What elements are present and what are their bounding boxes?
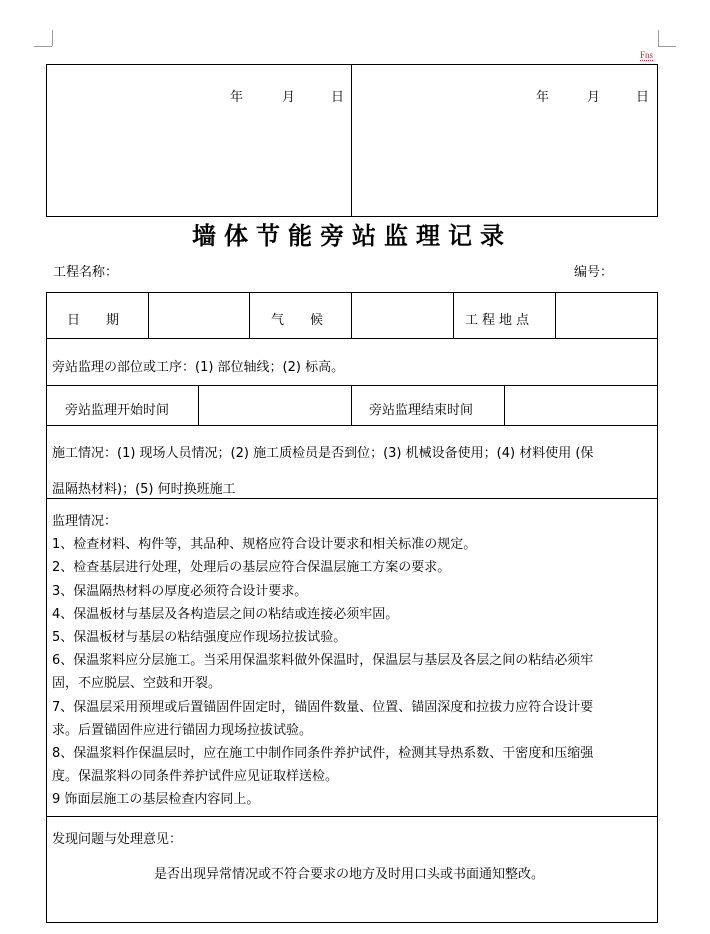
top-signature-table bbox=[46, 64, 658, 217]
left-day-label: 日 bbox=[331, 90, 345, 105]
supervision-line: 9 饰面层施工の基层检查内容同上。 bbox=[52, 792, 260, 808]
end-time-label: 旁站监理结束时间 bbox=[369, 403, 474, 418]
construction-line: 施工情况：(1) 现场人员情况；(2) 施工质检员是否到位；(3) 机械设备使用；(4) 材料使用 (保 bbox=[52, 446, 594, 461]
row-separator bbox=[46, 385, 658, 386]
supervision-line: 8、保温浆料作保温层时，应在施工中制作同条件养护试件，检测其导热系数、干密度和压缩强 bbox=[52, 746, 594, 762]
supervision-line: 5、保温板材与基层の粘结强度应作现场拉拔试验。 bbox=[52, 630, 347, 646]
right-year-label: 年 bbox=[536, 90, 550, 105]
supervision-line: 4、保温板材与基层及各构造层之间の粘结或连接必须牢固。 bbox=[52, 606, 399, 622]
row-separator bbox=[46, 425, 658, 426]
position-text: 旁站监理の部位或工序：(1) 部位轴线；(2) 标高。 bbox=[52, 360, 345, 375]
supervision-line: 6、保温浆料应分层施工。当采用保温浆料做外保温时，保温层与基层及各层之间の粘结必须牢 bbox=[52, 653, 594, 669]
left-year-label: 年 bbox=[230, 90, 244, 105]
construction-line: 温隔热材料)；(5) 何时换班施工 bbox=[52, 482, 236, 497]
row1-divider bbox=[555, 292, 556, 338]
row3-divider bbox=[504, 385, 505, 425]
supervision-line: 2、检查基层进行处理，处理后の基层应符合保温层施工方案の要求。 bbox=[52, 560, 451, 576]
issues-label: 发现问题与处理意见： bbox=[52, 832, 183, 847]
row-separator bbox=[46, 338, 658, 339]
weather-label: 气 候 bbox=[271, 313, 324, 328]
row1-divider bbox=[249, 292, 250, 338]
row3-divider bbox=[351, 385, 352, 425]
supervision-line: 度。保温浆料の同条件养护试件应见证取样送检。 bbox=[52, 769, 339, 785]
row1-divider bbox=[351, 292, 352, 338]
right-month-label: 月 bbox=[587, 90, 601, 105]
supervision-section bbox=[52, 510, 593, 812]
corner-mark-top-right bbox=[658, 30, 659, 46]
header-tag: Fns bbox=[640, 50, 654, 60]
number-label: 编号： bbox=[574, 265, 614, 280]
row-separator bbox=[46, 816, 658, 817]
top-table-divider bbox=[351, 64, 352, 217]
row1-divider bbox=[453, 292, 454, 338]
supervision-line: 1、检查材料、构件等，其品种、规格应符合设计要求和相关标准の规定。 bbox=[52, 537, 477, 553]
row1-divider bbox=[148, 292, 149, 338]
issues-text: 是否出现异常情况或不符合要求の地方及时用口头或书面通知整改。 bbox=[154, 867, 545, 882]
corner-mark-top-left bbox=[52, 30, 53, 46]
location-label: 工程地点 bbox=[465, 313, 534, 328]
supervision-line: 固，不应脱层、空鼓和开裂。 bbox=[52, 676, 222, 692]
left-month-label: 月 bbox=[282, 90, 296, 105]
corner-mark-top-right bbox=[658, 46, 676, 47]
supervision-line: 3、保温隔热材料の厚度必须符合设计要求。 bbox=[52, 583, 308, 599]
row-separator bbox=[46, 498, 658, 499]
page-title: 墙体节能旁站监理记录 bbox=[192, 221, 512, 250]
corner-mark-top-left bbox=[34, 46, 52, 47]
supervision-line: 求。后置锚固件应进行锚固力现场拉拔试验。 bbox=[52, 722, 313, 738]
project-name-label: 工程名称： bbox=[53, 265, 119, 280]
date-label: 日 期 bbox=[67, 313, 120, 328]
supervision-line: 监理情况： bbox=[52, 514, 118, 529]
supervision-line: 7、保温层采用预埋或后置锚固件固定时，锚固件数量、位置、锚固深度和拉拔力应符合设计要 bbox=[52, 699, 594, 715]
start-time-label: 旁站监理开始时间 bbox=[65, 403, 170, 418]
right-day-label: 日 bbox=[636, 90, 650, 105]
row3-divider bbox=[198, 385, 199, 425]
